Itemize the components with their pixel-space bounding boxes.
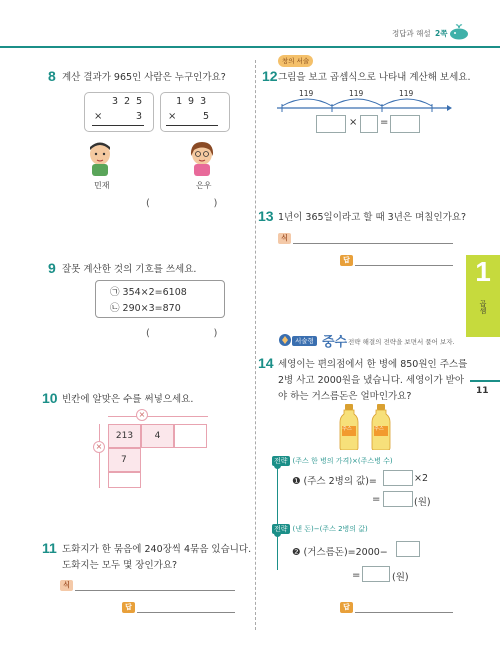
q8-calc1-rule xyxy=(92,125,144,126)
q13-sik-tag: 식 xyxy=(278,233,291,244)
q11-sik-tag: 식 xyxy=(60,580,73,591)
q10-number: 10 xyxy=(42,390,58,406)
q12-text: 그림을 보고 곱셈식으로 나타내 계산해 보세요. xyxy=(278,72,471,83)
q12-jump-1: 119 xyxy=(299,89,314,98)
q11-dap-tag: 답 xyxy=(122,602,135,613)
q9-text: 잘못 계산한 것의 기호를 쓰세요. xyxy=(62,264,197,275)
q14-step1-box-2[interactable] xyxy=(383,491,413,507)
q10-times-left: × xyxy=(93,441,105,453)
q8-calc1-bottom: 3 xyxy=(136,111,143,122)
q8-calc2-rule xyxy=(166,125,218,126)
q14-strategy-2-tag: 전략 xyxy=(274,525,288,533)
q9-number: 9 xyxy=(48,260,56,276)
q11-dap-line[interactable] xyxy=(137,612,235,613)
q14-section-desc: 전략 해결의 전략을 보면서 풀어 보자. xyxy=(348,338,455,346)
q12-box-3[interactable] xyxy=(390,115,420,133)
q14-strategy-2: 전략 (낸 돈)−(주스 2병의 값) xyxy=(274,525,368,533)
q10-blank-bottom[interactable] xyxy=(108,472,141,488)
q8-text: 계산 결과가 965인 사람은 누구인가요? xyxy=(62,72,226,83)
q12-box-1[interactable] xyxy=(316,115,346,133)
q14-step1-eq: = xyxy=(372,494,381,505)
q11-text-2: 도화지는 모두 몇 장인가요? xyxy=(62,560,178,571)
q8-calc1-op: × xyxy=(94,111,103,122)
q12-number: 12 xyxy=(262,68,278,84)
q9-answer-paren[interactable]: ( ) xyxy=(146,328,218,339)
q8-calc2-op: × xyxy=(168,111,177,122)
column-divider xyxy=(255,60,256,630)
boy-avatar xyxy=(84,140,116,176)
q10-cell-4: 4 xyxy=(141,424,174,448)
q14-strategy-1-tag: 전략 xyxy=(274,457,288,465)
q9-item-2: ㉡ 290×3=870 xyxy=(110,303,181,314)
q10-text: 빈칸에 알맞은 수를 써넣으세요. xyxy=(62,394,194,405)
q8-calc1-top: 3 2 5 xyxy=(112,96,143,107)
q13-sik-line[interactable] xyxy=(293,243,453,244)
q14-step2-box-1[interactable] xyxy=(396,541,420,557)
q10-horizontal-arrow xyxy=(108,416,208,417)
q14-step1-box-1[interactable] xyxy=(383,470,413,486)
q12-equals: = xyxy=(380,117,389,128)
q14-section-level: 중수 xyxy=(322,334,348,349)
q12-badge: 창의 서술 xyxy=(278,55,313,67)
q10-cell-7: 7 xyxy=(108,448,141,472)
q14-number: 14 xyxy=(258,355,274,371)
q13-text: 1년이 365일이라고 할 때 3년은 며칠인가요? xyxy=(278,212,467,223)
q10-blank-right[interactable] xyxy=(174,424,207,448)
q10-vertical-arrow xyxy=(99,424,100,488)
q14-strategy-1: 전략 (주스 한 병의 가격)×(주스병 수) xyxy=(274,457,393,465)
q14-step1-label: ❶ (주스 2병의 값)= xyxy=(292,476,377,487)
page-number-rule xyxy=(470,380,500,382)
q14-strategy-line xyxy=(277,462,278,570)
header-title: 정답과 해설 2쪽 xyxy=(392,29,448,38)
q8-number: 8 xyxy=(48,68,56,84)
q12-times: × xyxy=(349,117,358,128)
q14-mascot-icon xyxy=(278,333,292,347)
q14-step2-eq: = xyxy=(352,570,361,581)
q14-text-1: 세영이는 편의점에서 한 병에 850원인 주스를 xyxy=(278,359,468,370)
page-number: 11 xyxy=(476,386,489,396)
q11-number: 11 xyxy=(42,540,57,556)
q8-calc2-bottom: 5 xyxy=(203,111,210,122)
q14-step1-times: ×2 xyxy=(414,473,429,484)
chapter-tab-number: 1 xyxy=(475,256,491,287)
header-page: 2쪽 xyxy=(435,29,448,38)
q13-dap-line[interactable] xyxy=(355,265,453,266)
q8-person1: 민재 xyxy=(94,181,110,190)
q14-text-3: 야 하는 거스름돈은 얼마인가요? xyxy=(278,391,412,402)
q10-times-top: × xyxy=(136,409,148,421)
q14-bottle-label-2: 주스 xyxy=(374,426,384,432)
chapter-tab-label: 곱셈 xyxy=(479,300,487,314)
q8-answer-paren[interactable]: ( ) xyxy=(146,198,218,209)
q14-step2-label: ❷ (거스름돈)=2000− xyxy=(292,547,388,558)
q14-step1-unit: (원) xyxy=(414,497,431,508)
header-rule xyxy=(0,46,500,48)
q14-bottle-label-1: 주스 xyxy=(342,426,352,432)
q12-box-2[interactable] xyxy=(360,115,378,133)
q12-jump-2: 119 xyxy=(349,89,364,98)
q10-cell-213: 213 xyxy=(108,424,141,448)
whale-icon xyxy=(448,24,470,40)
q8-calc2-top: 1 9 3 xyxy=(176,96,207,107)
girl-avatar xyxy=(186,140,218,176)
q14-dap-tag: 답 xyxy=(340,602,353,613)
q11-sik-line[interactable] xyxy=(75,590,235,591)
q14-dap-line[interactable] xyxy=(355,612,453,613)
q8-person2: 은우 xyxy=(196,181,212,190)
q13-number: 13 xyxy=(258,208,274,224)
q12-jump-3: 119 xyxy=(399,89,414,98)
q14-section-label: 서술형 xyxy=(292,336,317,346)
q14-text-2: 2병 사고 2000원을 냈습니다. 세영이가 받아 xyxy=(278,375,464,386)
q11-text-1: 도화지가 한 묶음에 240장씩 4묶음 있습니다. xyxy=(62,544,252,555)
q9-item-1: ㉠ 354×2=6108 xyxy=(110,287,187,298)
q13-dap-tag: 답 xyxy=(340,255,353,266)
q14-step2-box-2[interactable] xyxy=(362,566,390,582)
q14-step2-unit: (원) xyxy=(392,572,409,583)
